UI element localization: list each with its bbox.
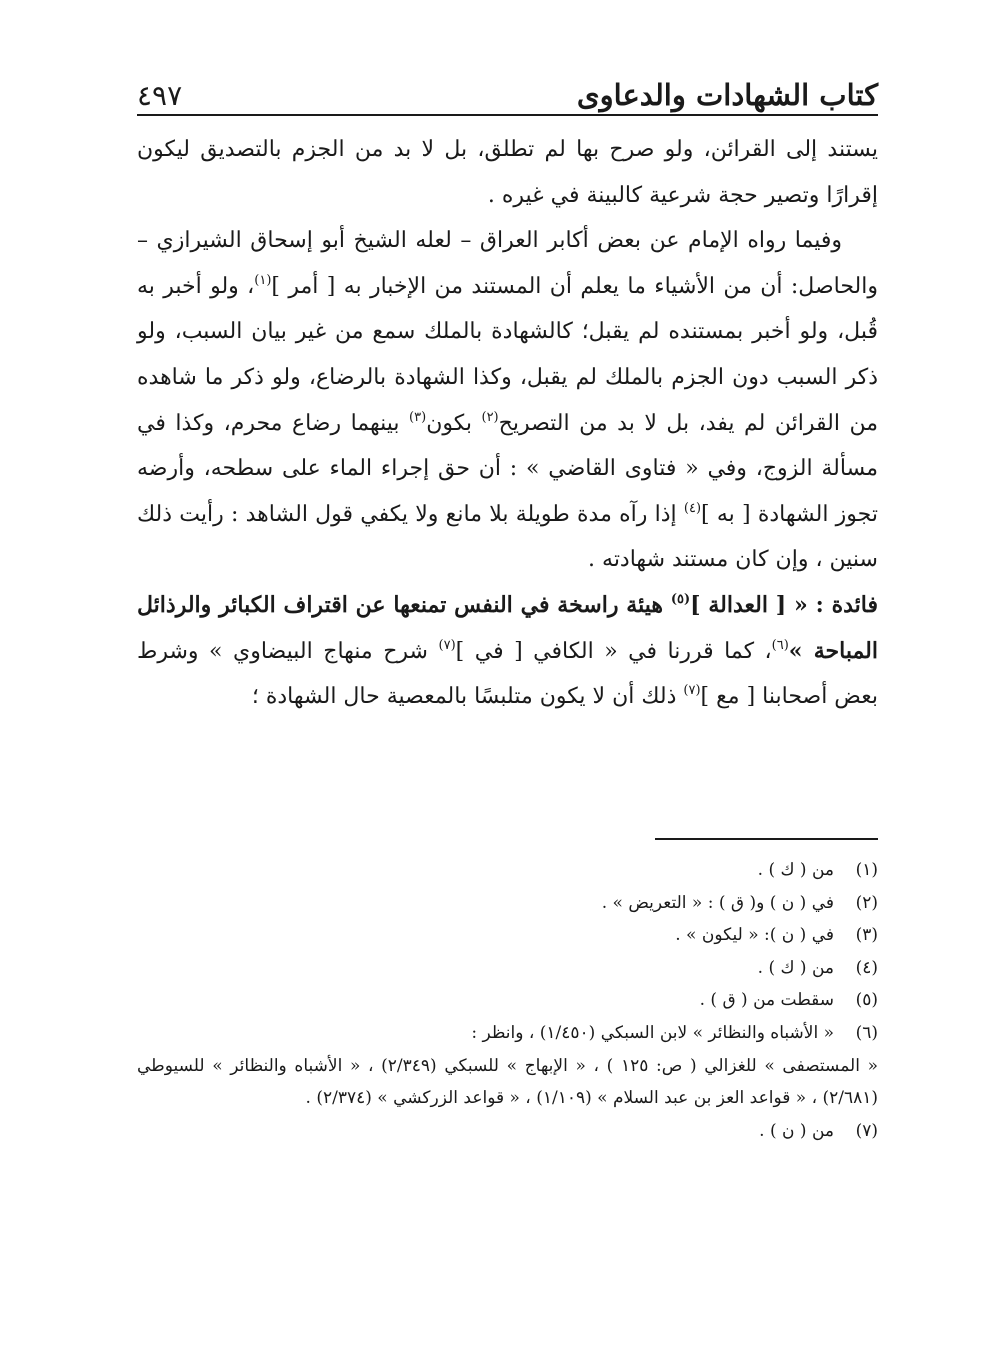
paragraph-3-part-b: هيئة راسخة في النفس تمنعها عن اقتراف الكبائر والرذائل المباحة » xyxy=(137,591,878,664)
footnote-4 xyxy=(137,952,878,985)
paragraph-3-part-e: ذلك أن لا يكون متلبسًا بالمعصية حال الشهادة ؛ xyxy=(251,684,684,710)
footnote-ref-3[interactable]: (٣) xyxy=(409,409,427,425)
footnote-6-continuation xyxy=(137,1050,878,1115)
paragraph-2-part-c: بكون xyxy=(426,410,482,436)
footnote-ref-7a[interactable]: (٧) xyxy=(438,637,456,653)
footnote-number: (٦) xyxy=(855,1022,878,1043)
paragraph-3 xyxy=(137,583,878,720)
footnote-number: (٧) xyxy=(855,1120,878,1141)
paragraph-2-part-e: إذا رآه مدة طويلة بلا مانع ولا يكفي قول الشاهد : رأيت ذلك سنين ، وإن كان مستند شهادته . xyxy=(137,501,878,573)
footnote-number: (١) xyxy=(855,860,878,880)
page-header xyxy=(137,62,878,110)
paragraph-2-part-d: بينهما رضاع محرم، وكذا في مسألة الزوج، وفي « فتاوى القاضي » : أن حق إجراء الماء على سطحه، وأرضه تجوز الشهادة [ به ] xyxy=(137,410,878,527)
footnote-text: من ( ك ) . xyxy=(757,860,834,880)
paragraph-2 xyxy=(137,218,878,583)
paragraph-2-part-b: ، ولو أخبر به قُبل، ولو أخبر بمستنده لم يقبل؛ كالشهادة بالملك سمع من غير بيان السبب، ولو ذكر السبب دون الجزم بالملك لم يقبل، وكذا الشهادة بالرضاع، ولو ذكر ما شاهده من القرائن لم يفد، بل لا بد من التصريح xyxy=(137,273,878,436)
footnote-text: من ( ن ) . xyxy=(759,1120,834,1141)
footnote-text: « المستصفى » للغزالي ( ص: ١٢٥ ) ، « الإبهاج » للسبكي (٢/٣٤٩) ، « الأشباه والنظائر » للسيوطي (٢/٦٨١) ، « قواعد العز بن عبد السلام » (١/١٠٩) ، « قواعد الزركشي » (٢/٣٧٤) . xyxy=(137,1055,878,1109)
paragraph-2-part-a: وفيما رواه الإمام عن بعض أكابر العراق – لعله الشيخ أبو إسحاق الشيرازي – والحاصل: أن من الأشياء ما يعلم أن المستند من الإخبار به [ أمر ] xyxy=(137,228,878,299)
footnote-text: في ( ن ): « ليكون » . xyxy=(675,925,834,946)
footnote-text: من ( ك ) . xyxy=(757,957,834,978)
footnote-ref-6[interactable]: (٦) xyxy=(771,637,789,653)
footnote-text: سقطت من ( ق ) . xyxy=(699,990,834,1011)
footnote-number: (٤) xyxy=(855,957,878,978)
footnote-ref-5[interactable]: (٥) xyxy=(670,591,691,607)
footnote-6 xyxy=(137,1017,878,1050)
footnote-ref-2[interactable]: (٢) xyxy=(481,409,499,425)
footnote-number: (٣) xyxy=(855,925,878,946)
footnote-ref-1[interactable]: (١) xyxy=(254,272,272,288)
paragraph-3-part-a: فائدة : « [ العدالة ] xyxy=(690,591,878,618)
running-title: كتاب الشهادات والدعاوى xyxy=(576,78,878,112)
footnote-7 xyxy=(137,1115,878,1148)
footnote-ref-4[interactable]: (٤) xyxy=(683,500,702,516)
footnote-5 xyxy=(137,984,878,1017)
paragraph-1 xyxy=(137,127,878,218)
footnote-2 xyxy=(137,887,878,920)
footnote-text: في ( ن ) و( ق ) : « التعريض » . xyxy=(601,892,834,913)
footnote-3 xyxy=(137,919,878,952)
header-rule xyxy=(137,114,878,116)
footnote-number: (٥) xyxy=(855,990,878,1011)
paragraph-3-part-c: ، كما قررنا في « الكافي [ في ] xyxy=(455,638,772,664)
footnote-rule xyxy=(655,838,878,840)
paragraph-1-text: يستند إلى القرائن، ولو صرح بها لم تطلق، بل لا بد من الجزم بالتصديق ليكون إقرارًا وتصير حجة شرعية كالبينة في غيره . xyxy=(137,137,878,208)
paragraph-3-part-d: شرح منهاج البيضاوي » وشرط بعض أصحابنا [ مع ] xyxy=(137,638,878,710)
footnote-1 xyxy=(137,854,878,887)
footnote-number: (٢) xyxy=(855,892,878,913)
main-text xyxy=(137,127,878,720)
footnotes xyxy=(137,854,878,1147)
footnote-text: « الأشباه والنظائر » لابن السبكي (١/٤٥٠) ، وانظر : xyxy=(471,1022,834,1043)
page-number: ٤٩٧ xyxy=(137,79,183,112)
footnote-ref-7b[interactable]: (٧) xyxy=(683,683,701,699)
